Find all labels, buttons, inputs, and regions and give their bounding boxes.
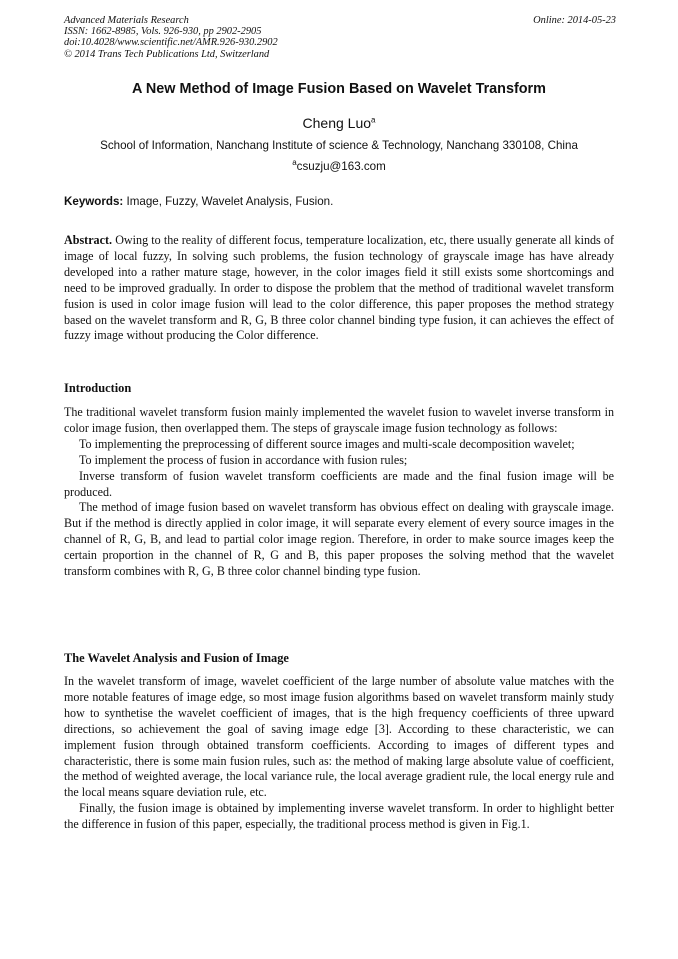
keywords-text: Image, Fuzzy, Wavelet Analysis, Fusion. [126, 195, 334, 208]
paper-title: A New Method of Image Fusion Based on Wavelet Transform [132, 81, 546, 97]
online-date: Online: 2014-05-23 [533, 15, 616, 26]
intro-step-1: To implementing the preprocessing of different source images and multi-scale decomposition wavelet; [79, 436, 575, 451]
section2-body [64, 674, 614, 833]
author-name: Cheng Luo [302, 115, 372, 131]
introduction-heading: Introduction [64, 381, 132, 395]
copyright-line: © 2014 Trans Tech Publications Ltd, Switzerland [64, 48, 270, 60]
email-sup: a [292, 158, 297, 168]
abstract-text: Owing to the reality of different focus, temperature localization, etc, there usually generate all kinds of image of local fuzzy, In solving such problems, the fusion technology of grayscale image has have already developed into a rather mature stage, however, in the color images field it still exists some shortcomings and need to be improved gradually. In order to dispose the problem that the method of traditional wavelet transform fusion is used in color image fusion will lead to the color difference, this paper proposes the method strategy based on the wavelet transform and R, G, B three color channel binding type fusion, it can achieves the effect of fuzzy image without producing the Color difference. [64, 233, 615, 343]
intro-paragraph: The method of image fusion based on wavelet transform has obvious effect on dealing with grayscale image. But if the method is directly applied in color image, it will separate every element of every source images in the channel of R, G, B, and lead to partial color image region. Therefore, in order to make source images keep the certain proportion in the channel of R, G and B, this paper proposes the solving method that the wavelet transform combines with R, G, B three color channel binding type fusion. [64, 500, 614, 579]
intro-paragraph: The traditional wavelet transform fusion mainly implemented the wavelet fusion to wavelet inverse transform in color image fusion, then overlapped them. The steps of grayscale image fusion technology as follows: [64, 405, 614, 435]
keywords-label: Keywords: [64, 195, 124, 208]
abstract-label: Abstract. [64, 233, 113, 247]
keywords [64, 195, 616, 208]
affiliation: School of Information, Nanchang Institute of science & Technology, Nanchang 330108, China [100, 139, 578, 152]
email-line [0, 160, 678, 173]
author-line [0, 115, 678, 131]
journal-header [64, 15, 616, 60]
doi-line: doi:10.4028/www.scientific.net/AMR.926-930.2902 [64, 37, 278, 49]
journal-name: Advanced Materials Research [64, 15, 189, 26]
intro-step-3: Inverse transform of fusion wavelet transform coefficients are made and the final fusion image will be produced. [64, 468, 614, 499]
issn-line: ISSN: 1662-8985, Vols. 926-930, pp 2902-2905 [64, 26, 262, 38]
introduction-body [64, 405, 614, 580]
section2-heading: The Wavelet Analysis and Fusion of Image [64, 651, 289, 665]
author-sup: a [371, 115, 376, 125]
intro-step-2: To implement the process of fusion in accordance with fusion rules; [79, 452, 408, 467]
abstract [64, 233, 614, 344]
section2-paragraph: Finally, the fusion image is obtained by implementing inverse wavelet transform. In order to highlight better the difference in fusion of this paper, especially, the traditional process method is given in Fig.1. [64, 801, 614, 832]
email-address[interactable]: csuzju@163.com [296, 160, 386, 173]
section2-paragraph: In the wavelet transform of image, wavelet coefficient of the large number of absolute value matches with the more notable features of image edge, so most image fusion algorithms based on wavelet transform mainly study how to synthetise the wavelet coefficient of images, that is the high frequency coefficients of three upward directions, so achievement the goal of saving image edge [3]. According to these characteristic, we can implement fusion through obtained transform coefficients. According to images of different types and characteristic, there is some main fusion rules, such as: the method of making large absolute value of coefficient, the method of weighted average, the local variance rule, the local average gradient rule, the local energy rule and the local means square deviation rule, etc. [64, 674, 614, 800]
